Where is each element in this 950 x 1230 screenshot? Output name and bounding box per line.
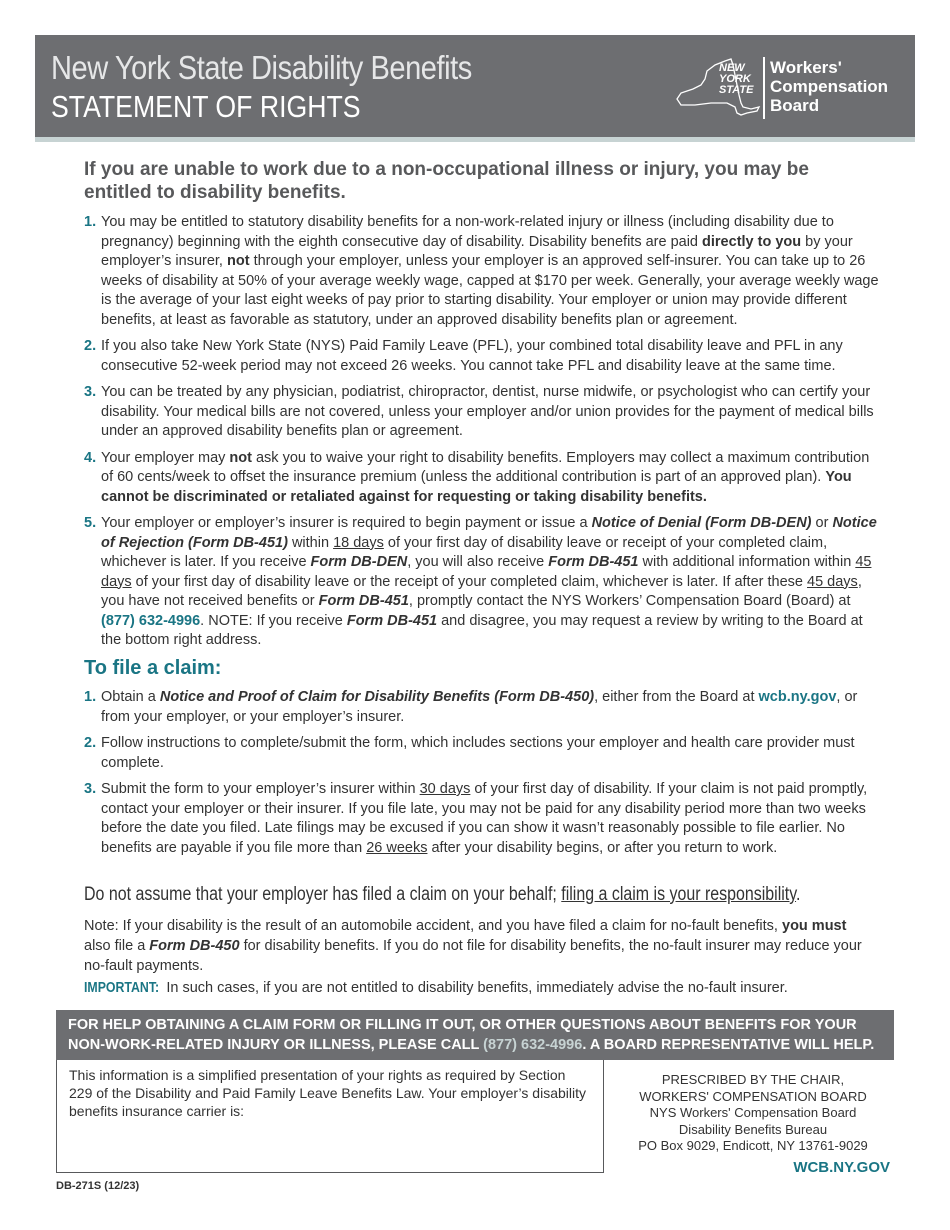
form-identifier: DB-271S (12/23) [56,1180,140,1192]
prescribed-by-block: PRESCRIBED BY THE CHAIR, WORKERS' COMPENSATION BOARD NYS Workers' Compensation Board Disability Benefits Bureau PO Box 9029, Endicott, NY 13761-9029 [638,1072,868,1153]
logo-divider [763,57,765,119]
ny-state-wordmark: NEW YORK STATE [719,62,754,96]
rights-item-3: 3. You can be treated by any physician, podiatrist, chiropractor, dentist, nurse midwife, or psychologist who can certify your disability. Your medical bills are not covered, unless your employer and/or union provides for the payment of medical bills under an approved disability benefits plan or agreement. [84,384,874,439]
important-label: IMPORTANT: [84,980,160,996]
rights-item-4: 4. Your employer may not ask you to waive your right to disability benefits. Employers may collect a maximum contribution of 60 cents/week to offset the insurance premium (unless the additional contribution is part of an approved plan). You cannot be discriminated or retaliated against for requesting or taking disability benefits. [84,449,870,505]
item-number: 3. [84,384,97,400]
board-name: Workers' Compensation Board [770,58,889,115]
rights-item-5: 5. Your employer or employer’s insurer is required to begin payment or issue a Notice of Denial (Form DB-DEN) or Notice of Rejection (Form DB-451) within 18 days of your first day of disability leave or receipt of your completed claim, whichever is later. If you receive Form DB-DEN, you will also receive Form DB-451 with additional information within 45 days of your first day of disability leave or the receipt of your completed claim, whichever is later. If after these 45 days, you have not received benefits or Form DB-451, promptly contact the NYS Workers’ Compensation Board (Board) at (877) 632-4996. NOTE: If you receive Form DB-451 and disagree, you may request a review by writing to the Board at the bottom right address. [84,515,877,648]
responsibility-callout: Do not assume that your employer has filed a claim on your behalf; filing a claim is your responsibility. [84,884,801,905]
rights-item-2: 2. If you also take New York State (NYS) Paid Family Leave (PFL), your combined total disability leave and PFL in any consecutive 52-week period may not exceed 26 weeks. You cannot take PFL and disability leave at the same time. [84,338,843,374]
rights-item-1: 1. You may be entitled to statutory disability benefits for a non-work-related injury or illness (including disability due to pregnancy) beginning with the eighth consecutive day of disability. Disability benefits are paid directly to you by your employer’s insurer, not through your employer, unless your employer is an approved self-insurer. You can take up to 26 weeks of disability at 50% of your average weekly wage, capped at $170 per week. Generally, your average weekly wage is the average of your last eight weeks of pay prior to starting disability. Your employer or union may provide different benefits, at least as favorable as statutory, under an approved disability benefits plan or agreement. [84,214,879,328]
intro-heading: If you are unable to work due to a non-occupational illness or injury, you may be entitled to disability benefits. [84,159,809,203]
header-divider [35,137,915,142]
help-banner: FOR HELP OBTAINING A CLAIM FORM OR FILLING IT OUT, OR OTHER QUESTIONS ABOUT BENEFITS FOR YOUR NON-WORK-RELATED INJURY OR ILLNESS, PLEASE CALL (877) 632-4996. A BOARD REPRESENTATIVE WILL HELP. [56,1010,894,1060]
file-claim-steps [84,688,884,865]
no-fault-note: Note: If your disability is the result of an automobile accident, and you have filed a claim for no-fault benefits, you must also file a Form DB-450 for disability benefits. If you do not file for disability benefits, the no-fault insurer may reduce your no-fault payments. [84,918,862,974]
wcb-website-link[interactable]: wcb.ny.gov [758,689,837,705]
file-step-2: 2. Follow instructions to complete/submit the form, which includes sections your employer and health care provider must complete. [84,735,855,771]
file-claim-heading: To file a claim: [84,657,222,679]
item-number: 1. [84,214,97,230]
item-number: 5. [84,515,97,531]
wcb-logo [671,55,901,121]
board-phone-link[interactable]: (877) 632-4996 [101,612,201,629]
rights-list [84,213,884,658]
insurance-carrier-box: This information is a simplified presentation of your rights as required by Section 229 of the Disability and Paid Family Leave Benefits Law. Your employer’s disability benefits insurance carrier is: [56,1060,604,1173]
item-number: 4. [84,449,97,466]
important-notice: IMPORTANT: In such cases, if you are not entitled to disability benefits, immediately advise the no-fault insurer. [84,980,788,996]
help-phone-link[interactable]: (877) 632-4996 [483,1037,583,1053]
file-step-3: 3. Submit the form to your employer’s insurer within 30 days of your first day of disability. If your claim is not paid promptly, contact your employer or their insurer. If you file late, you may not be paid for any disability period more than two weeks before the date you filed. Late filings may be excused if you can show it wasn’t reasonably possible to file earlier. No benefits are payable if you file more than 26 weeks after your disability begins, or after you return to work. [84,781,868,856]
header-bar [35,35,915,137]
item-number: 2. [84,338,97,354]
document-title: New York State Disability Benefits [51,49,472,86]
step-number: 3. [84,781,97,797]
file-step-1: 1. Obtain a Notice and Proof of Claim for Disability Benefits (Form DB-450), either from the Board at wcb.ny.gov, or from your employer, or your employer’s insurer. [84,689,858,725]
step-number: 1. [84,689,97,705]
website-link[interactable]: WCB.NY.GOV [793,1159,890,1176]
step-number: 2. [84,735,97,751]
document-subtitle: STATEMENT OF RIGHTS [51,89,361,124]
